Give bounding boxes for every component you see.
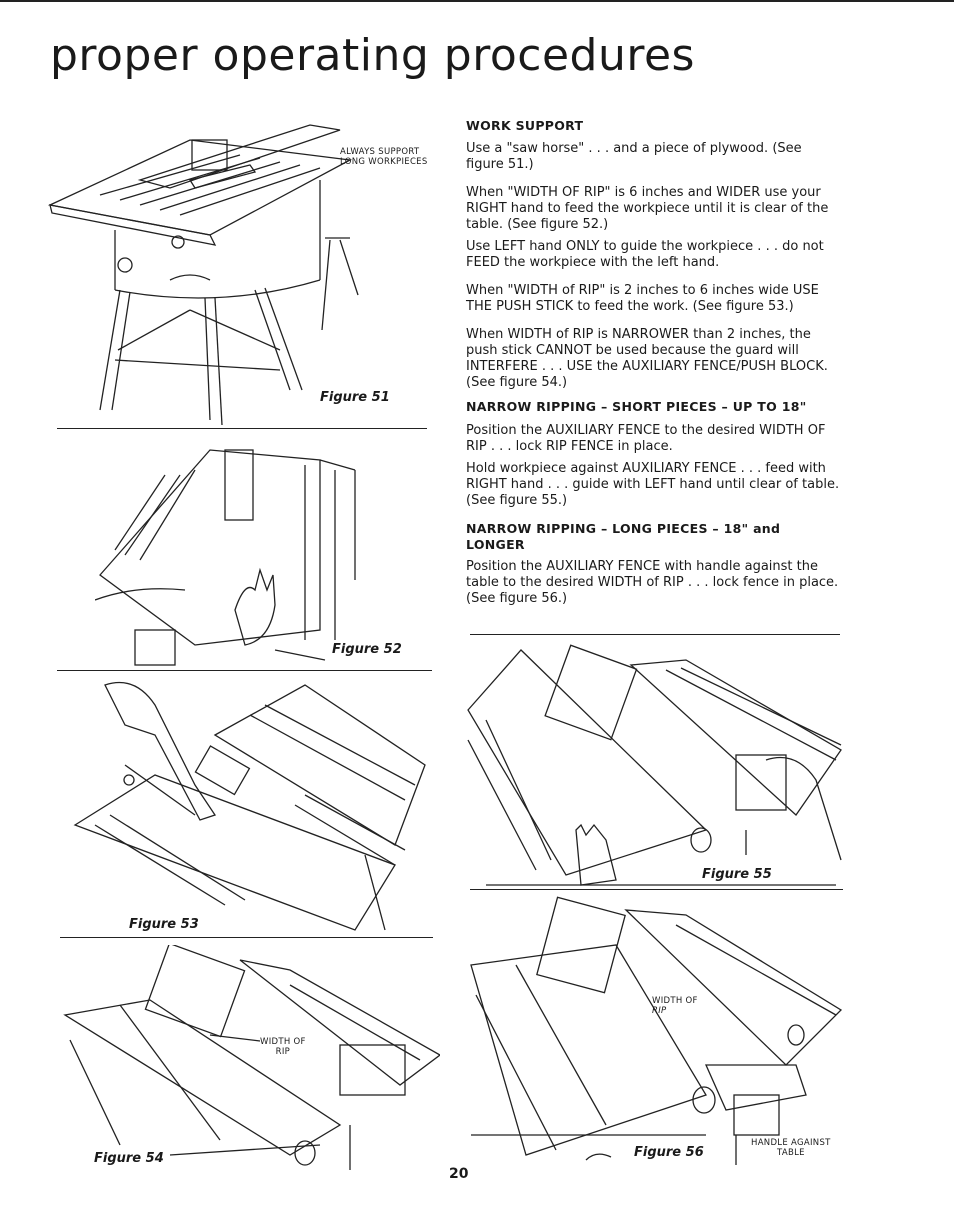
paragraph: Use a "saw horse" . . . and a piece of plywood. (See figure 51.)	[466, 141, 802, 172]
paragraph: When "WIDTH OF RIP" is 6 inches and WIDER use your RIGHT hand to feed the workpiece until it is clear of the table. (See figure 52.)	[466, 185, 829, 232]
figure-55	[466, 640, 846, 890]
narrow-rip-long-piece-illustration	[466, 895, 846, 1170]
text-column	[466, 118, 842, 607]
divider	[57, 670, 432, 671]
fig54-width-of-rip-note: WIDTH OF RIP	[260, 1037, 306, 1057]
figure-52	[95, 430, 435, 670]
top-border	[0, 0, 954, 2]
figure-56-caption: Figure 56	[634, 1145, 704, 1160]
feeding-wide-rip-illustration	[95, 430, 435, 670]
figure-51	[40, 120, 440, 430]
figure-55-caption: Figure 55	[702, 867, 772, 882]
narrow-short-heading: NARROW RIPPING – SHORT PIECES – UP TO 18"	[466, 399, 807, 414]
auxiliary-fence-push-block-illustration	[60, 945, 440, 1175]
page-number: 20	[449, 1166, 469, 1182]
narrow-long-heading: NARROW RIPPING – LONG PIECES – 18" and LONGER	[466, 521, 781, 552]
figure-53-caption: Figure 53	[129, 917, 199, 932]
figure-52-caption: Figure 52	[332, 642, 402, 657]
paragraph: Position the AUXILIARY FENCE with handle against the table to the desired WIDTH of RIP . . . lock fence in place. (See figure 56.)	[466, 559, 839, 606]
fig56-handle-note: HANDLE AGAINST TABLE	[751, 1138, 831, 1158]
paragraph: When WIDTH of RIP is NARROWER than 2 inches, the push stick CANNOT be used because the guard will INTERFERE . . . USE the AUXILIARY FENCE/PUSH BLOCK. (See figure 54.)	[466, 327, 828, 390]
figure-53	[65, 675, 435, 937]
divider	[470, 634, 840, 635]
divider	[60, 937, 433, 938]
paragraph: When "WIDTH of RIP" is 2 inches to 6 inches wide USE THE PUSH STICK to feed the work. (See figure 53.)	[466, 283, 819, 314]
work-support-heading: WORK SUPPORT	[466, 118, 584, 133]
page-title: proper operating procedures	[50, 30, 695, 81]
paragraph: Position the AUXILIARY FENCE to the desired WIDTH OF RIP . . . lock RIP FENCE in place.	[466, 423, 826, 454]
divider	[57, 428, 427, 429]
narrow-rip-short-piece-illustration	[466, 640, 846, 890]
divider	[470, 889, 843, 890]
figure-54-caption: Figure 54	[94, 1151, 164, 1166]
push-stick-illustration	[65, 675, 435, 937]
fig51-note: ALWAYS SUPPORT LONG WORKPIECES	[340, 147, 428, 167]
paragraph: Use LEFT hand ONLY to guide the workpiece . . . do not FEED the workpiece with the left hand.	[466, 239, 824, 270]
figure-54	[60, 945, 440, 1175]
paragraph: Hold workpiece against AUXILIARY FENCE . . . feed with RIGHT hand . . . guide with LEFT hand until clear of table. (See figure 55.)	[466, 461, 840, 508]
figure-56	[466, 895, 846, 1170]
fig56-width-of-rip-note: WIDTH OF RIP	[652, 996, 698, 1016]
figure-51-caption: Figure 51	[320, 390, 390, 405]
